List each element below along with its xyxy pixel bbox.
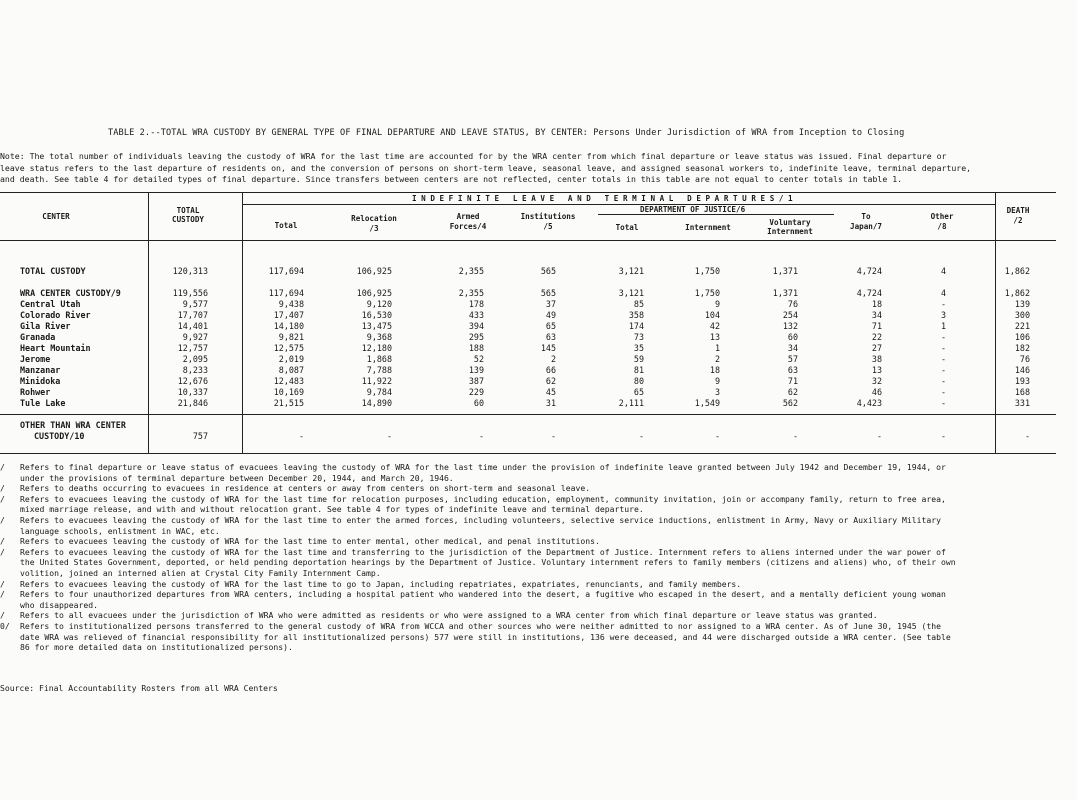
table-cell: 188: [468, 343, 484, 353]
footnote-text: Refers to evacuees leaving the custody of WRA for the last time to go to Japan, including repatriates, expatriates, renunciants, and family members.: [20, 578, 742, 589]
table-cell: 1,868: [366, 354, 392, 364]
table-cell: 9,120: [366, 299, 392, 309]
table-cell: 62: [545, 376, 556, 386]
footnote-mark: /: [0, 514, 5, 525]
row-label: Colorado River: [20, 310, 91, 320]
table-cell: 1,549: [694, 398, 720, 408]
table-cell: 3: [714, 387, 720, 397]
footnote-text: language schools, enlistment in WAC, etc.: [20, 525, 220, 536]
table-cell: 12,757: [177, 343, 208, 353]
table-cell: 46: [871, 387, 882, 397]
table-cell: 1,750: [694, 266, 720, 276]
table-row: [0, 376, 1056, 387]
footnote-line: [0, 632, 1060, 643]
table-cell: 2: [714, 354, 720, 364]
table-cell: 3,121: [618, 266, 644, 276]
table-cell: 76: [787, 299, 798, 309]
table-cell: 562: [782, 398, 798, 408]
table-cell: 32: [871, 376, 882, 386]
header-armed-1: Armed: [456, 212, 480, 221]
table-cell: 62: [787, 387, 798, 397]
table-cell: 31: [545, 398, 556, 408]
table-cell: 4,724: [856, 288, 882, 298]
source-note: Source: Final Accountability Rosters from all WRA Centers: [0, 683, 278, 693]
table-cell: -: [876, 431, 882, 441]
table-cell: 81: [633, 365, 644, 375]
row-label: Tule Lake: [20, 398, 66, 408]
row-label: Gila River: [20, 321, 71, 331]
footnote-line: [0, 600, 1060, 611]
header-total: Total: [274, 221, 298, 230]
table-cell: 4: [940, 288, 946, 298]
footnote-line: [0, 483, 1060, 494]
table-row: [0, 398, 1056, 409]
table-cell: 145: [540, 343, 556, 353]
footnote-line: [0, 568, 1060, 579]
table-cell: 119,556: [172, 288, 208, 298]
footnote-text: under the provisions of terminal departure between December 20, 1944, and March 20, 1946.: [20, 472, 454, 483]
table-cell: 2,095: [182, 354, 208, 364]
table-cell: 21,515: [273, 398, 304, 408]
footnote-mark: /: [0, 493, 5, 504]
table-cell: 10,169: [273, 387, 304, 397]
footnote-text: Refers to institutionalized persons transferred to the general custody of WRA from WCCA and other sources who were neither admitted to nor assigned to a WRA center. As of June 30, 1945 (the: [20, 620, 941, 631]
footnote-mark: /: [0, 578, 5, 589]
table-cell: 71: [787, 376, 798, 386]
note-line: and death. See table 4 for detailed types of final departure. Since transfers between centers are not reflected, center totals in this table are not equal to center totals in table 1.: [0, 174, 903, 184]
table-cell: 394: [468, 321, 484, 331]
footnote-mark: /: [0, 462, 5, 472]
footnote-line: [0, 526, 1060, 537]
footnote-text: who disappeared.: [20, 599, 98, 610]
table-cell: -: [940, 332, 946, 342]
table-cell: 38: [871, 354, 882, 364]
footnote-text: date WRA was relieved of financial responsibility for all institutionalized persons) 577 were still in institutions, 136 were deceased, and 44 were discharged outside a WRA center. (See table: [20, 631, 951, 642]
table-cell: 17,707: [177, 310, 208, 320]
row-label: CUSTODY/10: [34, 431, 85, 441]
table-cell: 11,922: [361, 376, 392, 386]
row-label: Central Utah: [20, 299, 81, 309]
table-cell: -: [940, 354, 946, 364]
table-row: [0, 332, 1056, 343]
table-cell: 1: [940, 321, 946, 331]
footnote-text: Refers to evacuees leaving the custody of WRA for the last time for relocation purposes, including education, employment, community invitation, join or accompany family, return to free area,: [20, 493, 946, 504]
table-cell: 1,862: [1004, 288, 1030, 298]
table-cell: 229: [468, 387, 484, 397]
footnote-mark: 0/: [0, 620, 10, 631]
table-cell: 63: [787, 365, 798, 375]
table-cell: 168: [1014, 387, 1030, 397]
table-cell: 57: [787, 354, 798, 364]
table-cell: 21,846: [177, 398, 208, 408]
header-total-custody-1: TOTAL: [176, 206, 200, 215]
doj-rule: [598, 214, 834, 215]
table-row: [0, 431, 1056, 442]
table-cell: 18: [871, 299, 882, 309]
table-cell: 757: [192, 431, 208, 441]
table-row: [0, 266, 1056, 277]
table-cell: 13,475: [361, 321, 392, 331]
table-cell: 63: [545, 332, 556, 342]
table-cell: 52: [473, 354, 484, 364]
table-cell: 331: [1014, 398, 1030, 408]
footnote-text: Refers to all evacuees under the jurisdiction of WRA who were admitted as residents or who were assigned to a WRA center from which final departure or leave status was granted.: [20, 610, 878, 621]
table-cell: 254: [782, 310, 798, 320]
table-row: [0, 354, 1056, 365]
table-cell: 12,575: [273, 343, 304, 353]
table-cell: 1,862: [1004, 266, 1030, 276]
table-cell: 45: [545, 387, 556, 397]
table-row: [0, 310, 1056, 321]
header-japan-1: To: [861, 212, 871, 221]
footnote-mark: /: [0, 536, 5, 547]
footnote-line: [0, 462, 1060, 473]
table-cell: 193: [1014, 376, 1030, 386]
table-cell: 139: [468, 365, 484, 375]
table-cell: 37: [545, 299, 556, 309]
table-cell: 433: [468, 310, 484, 320]
table-cell: -: [1024, 431, 1030, 441]
table-cell: 117,694: [268, 288, 304, 298]
table-cell: 4: [940, 266, 946, 276]
table-cell: 13: [871, 365, 882, 375]
footnote-line: [0, 536, 1060, 547]
table-row: [0, 343, 1056, 354]
row-label: Rohwer: [20, 387, 51, 397]
table-note: [0, 151, 1050, 186]
table-cell: 182: [1014, 343, 1030, 353]
table-cell: 85: [633, 299, 644, 309]
table-cell: 104: [704, 310, 720, 320]
table-cell: 2,019: [278, 354, 304, 364]
row-label: Manzanar: [20, 365, 61, 375]
table-cell: 35: [633, 343, 644, 353]
footnote-text: mixed marriage release, and with and without relocation grant. See table 4 for types of indefinite leave and terminal departure.: [20, 504, 644, 515]
footnote-text: Refers to four unauthorized departures from WRA centers, including a hospital patient who wandered into the desert, a fugitive who escaped in the desert, and a mentally deficient young woman: [20, 589, 946, 600]
table-cell: 14,401: [177, 321, 208, 331]
table-cell: 2,111: [618, 398, 644, 408]
footnote-line: [0, 610, 1060, 621]
table-cell: 66: [545, 365, 556, 375]
table-cell: 60: [473, 398, 484, 408]
table-cell: 3,121: [618, 288, 644, 298]
table-cell: -: [940, 398, 946, 408]
footnote-text: volition, joined an interned alien at Crystal City Family Internment Camp.: [20, 567, 381, 578]
table-cell: 60: [787, 332, 798, 342]
table-cell: 12,676: [177, 376, 208, 386]
header-doj: DEPARTMENT OF JUSTICE/6: [640, 205, 746, 214]
footnote-line: [0, 621, 1060, 632]
table-cell: -: [478, 431, 484, 441]
table-cell: 295: [468, 332, 484, 342]
table-cell: 34: [871, 310, 882, 320]
header-voluntary-1: Voluntary: [769, 218, 811, 227]
table-cell: -: [940, 431, 946, 441]
table-cell: 387: [468, 376, 484, 386]
table-cell: 117,694: [268, 266, 304, 276]
table-cell: 146: [1014, 365, 1030, 375]
footnote-line: [0, 504, 1060, 515]
table-cell: 12,180: [361, 343, 392, 353]
header-span-title: INDEFINITE LEAVE AND TERMINAL DEPARTURES/1: [412, 194, 798, 203]
table-cell: -: [638, 431, 644, 441]
table-cell: -: [940, 365, 946, 375]
table-cell: 106: [1014, 332, 1030, 342]
header-internment: Internment: [685, 223, 731, 232]
table-cell: 174: [628, 321, 644, 331]
table-cell: 9,927: [182, 332, 208, 342]
table-cell: 1: [714, 343, 720, 353]
footnote-mark: /: [0, 589, 5, 600]
table-cell: 2: [550, 354, 556, 364]
row-label: Jerome: [20, 354, 51, 364]
table-cell: -: [940, 299, 946, 309]
table-top-rule: [0, 192, 1056, 193]
note-line: leave status refers to the last departure of residents on, and the conversion of persons on short-term leave, seasonal leave, and assigned seasonal workers to, indefinite leave, terminal departure,: [0, 162, 972, 173]
footnote-line: [0, 547, 1060, 558]
row-label: Heart Mountain: [20, 343, 91, 353]
table-bottom-rule: [0, 453, 1056, 454]
header-japan-2: Japan/7: [849, 222, 883, 231]
table-cell: 3: [940, 310, 946, 320]
table-cell: 9,821: [278, 332, 304, 342]
table-row: [0, 321, 1056, 332]
table-cell: 1,371: [772, 266, 798, 276]
table-cell: 7,788: [366, 365, 392, 375]
footnote-mark: /: [0, 610, 5, 621]
table-cell: 300: [1014, 310, 1030, 320]
header-relocation-2: /3: [369, 224, 379, 233]
table-cell: 14,180: [273, 321, 304, 331]
table-cell: 106,925: [356, 266, 392, 276]
footnote-text: 86 for more detailed data on institutionalized persons).: [20, 642, 293, 653]
row-label: OTHER THAN WRA CENTER: [20, 420, 126, 430]
table-row: [0, 420, 1056, 431]
header-relocation-1: Relocation: [351, 214, 397, 223]
table-cell: 106,925: [356, 288, 392, 298]
table-cell: 4,724: [856, 266, 882, 276]
table-title: TABLE 2.--TOTAL WRA CUSTODY BY GENERAL TYPE OF FINAL DEPARTURE AND LEAVE STATUS, BY CENTER: Persons Under Jurisdiction of WRA from Inception to Closing: [108, 128, 905, 138]
table-cell: 13: [709, 332, 720, 342]
table-row: [0, 387, 1056, 398]
table-cell: -: [940, 387, 946, 397]
header-bottom-rule: [0, 240, 1056, 241]
footnote-text: Refers to final departure or leave status of evacuees leaving the custody of WRA for the last time under the provision of indefinite leave granted between July 1942 and December 19, 1944, or: [20, 462, 946, 472]
table-cell: 10,337: [177, 387, 208, 397]
table-cell: -: [298, 431, 304, 441]
table-cell: 4,423: [856, 398, 882, 408]
table-cell: 2,355: [458, 266, 484, 276]
footnote-text: Refers to evacuees leaving the custody of WRA for the last time and transferring to the jurisdiction of the Department of Justice. Internment refers to aliens interned under the war power of: [20, 546, 946, 557]
footnote-line: [0, 579, 1060, 590]
footnote-text: the United States Government, deported, or held pending deportation hearings by the Department of Justice. Voluntary internment refers to family members (citizens and aliens) who, of their own: [20, 557, 956, 568]
table-cell: 358: [628, 310, 644, 320]
header-total-custody-2: CUSTODY: [171, 215, 205, 224]
table-row: [0, 299, 1056, 310]
header-death-1: DEATH: [1006, 206, 1030, 215]
table-cell: 221: [1014, 321, 1030, 331]
table-cell: 80: [633, 376, 644, 386]
table-cell: 132: [782, 321, 798, 331]
table-cell: 9,438: [278, 299, 304, 309]
table-cell: -: [550, 431, 556, 441]
note-line: Note: The total number of individuals leaving the custody of WRA for the last time are accounted for by the WRA center from which final departure or leave status was issued. Final departure or: [0, 151, 947, 161]
footnote-text: Refers to deaths occurring to evacuees in residence at centers or away from centers on short-term and seasonal leave.: [20, 483, 591, 494]
table-cell: 120,313: [172, 266, 208, 276]
table-cell: 2,355: [458, 288, 484, 298]
header-other-1: Other: [930, 212, 954, 221]
table-cell: 65: [633, 387, 644, 397]
footnote-line: [0, 642, 1060, 653]
table-cell: 73: [633, 332, 644, 342]
header-voluntary-2: Internment: [767, 227, 813, 236]
table-cell: 42: [709, 321, 720, 331]
row-label: WRA CENTER CUSTODY/9: [20, 288, 121, 298]
table-cell: -: [386, 431, 392, 441]
table-cell: 22: [871, 332, 882, 342]
table-cell: 139: [1014, 299, 1030, 309]
row-label: Minidoka: [20, 376, 61, 386]
header-doj-total: Total: [615, 223, 639, 232]
row-label: TOTAL CUSTODY: [20, 266, 86, 276]
section-rule: [0, 414, 1056, 415]
table-cell: 565: [540, 266, 556, 276]
footnote-mark: /: [0, 483, 5, 494]
table-cell: 14,890: [361, 398, 392, 408]
table-cell: 12,483: [273, 376, 304, 386]
table-cell: 17,407: [273, 310, 304, 320]
header-armed-2: Forces/4: [449, 222, 487, 231]
footnote-line: [0, 557, 1060, 568]
table-cell: 49: [545, 310, 556, 320]
table-cell: 8,233: [182, 365, 208, 375]
header-death-2: /2: [1013, 216, 1023, 225]
header-institutions-2: /5: [543, 222, 553, 231]
table-cell: 9,368: [366, 332, 392, 342]
row-label: Granada: [20, 332, 56, 342]
data-table: [0, 192, 1056, 454]
header-other-2: /8: [937, 222, 947, 231]
table-cell: 9: [714, 299, 720, 309]
footnote-mark: /: [0, 546, 5, 557]
table-cell: 59: [633, 354, 644, 364]
table-cell: 65: [545, 321, 556, 331]
table-cell: -: [714, 431, 720, 441]
table-row: [0, 288, 1056, 299]
table-cell: 71: [871, 321, 882, 331]
header-institutions-1: Institutions: [520, 212, 576, 221]
table-cell: 565: [540, 288, 556, 298]
footnote-text: Refers to evacuees leaving the custody of WRA for the last time to enter the armed forces, including volunteers, selective service inductions, enlistment in Army, Navy or Auxiliary Military: [20, 514, 941, 525]
table-cell: -: [792, 431, 798, 441]
footnotes: [0, 462, 1060, 653]
table-cell: 1,750: [694, 288, 720, 298]
table-cell: 27: [871, 343, 882, 353]
table-cell: 18: [709, 365, 720, 375]
footnote-line: [0, 494, 1060, 505]
table-cell: 9: [714, 376, 720, 386]
table-cell: 9,784: [366, 387, 392, 397]
table-cell: 16,530: [361, 310, 392, 320]
footnote-text: Refers to evacuees leaving the custody of WRA for the last time to enter mental, other medical, and penal institutions.: [20, 536, 600, 547]
footnote-line: [0, 515, 1060, 526]
footnote-line: [0, 473, 1060, 484]
span-rule: [242, 204, 995, 205]
table-row: [0, 365, 1056, 376]
table-cell: 34: [787, 343, 798, 353]
table-cell: 178: [468, 299, 484, 309]
table-cell: 9,577: [182, 299, 208, 309]
table-cell: 76: [1019, 354, 1030, 364]
table-cell: 1,371: [772, 288, 798, 298]
table-cell: -: [940, 343, 946, 353]
table-cell: 8,087: [278, 365, 304, 375]
footnote-line: [0, 589, 1060, 600]
header-center: CENTER: [42, 212, 70, 221]
table-cell: -: [940, 376, 946, 386]
